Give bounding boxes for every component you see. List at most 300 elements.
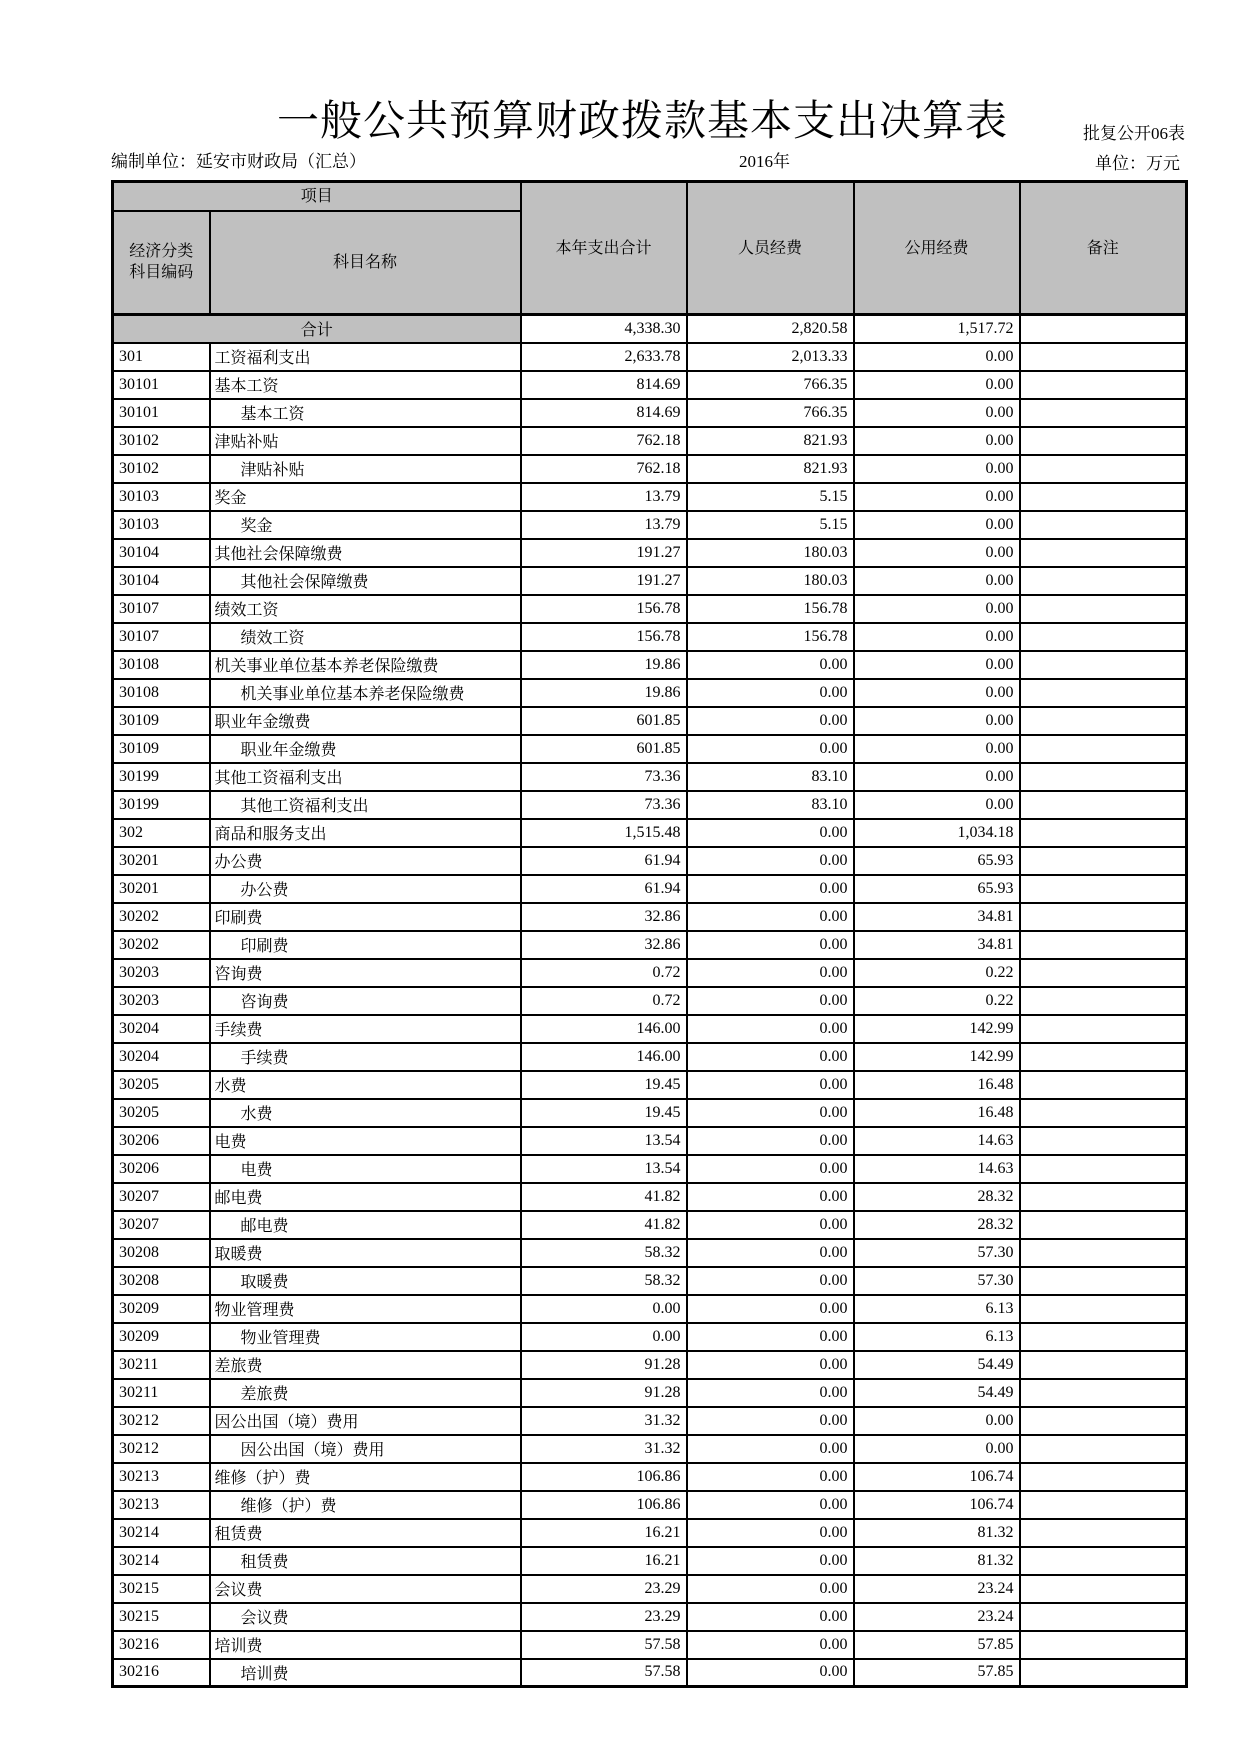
header-row-project [113, 182, 1187, 211]
name-cell: 因公出国（境）费用 [210, 1435, 521, 1463]
personnel-cell: 156.78 [687, 623, 854, 651]
budget-table [111, 180, 1188, 1688]
remark-cell [1020, 427, 1187, 455]
code-cell: 30104 [113, 567, 210, 595]
code-cell: 30109 [113, 707, 210, 735]
total-cell: 146.00 [521, 1043, 687, 1071]
name-cell: 取暖费 [210, 1239, 521, 1267]
name-cell: 维修（护）费 [210, 1491, 521, 1519]
public-cell: 65.93 [854, 847, 1020, 875]
header-col-code-line1: 经济分类 [129, 243, 194, 261]
remark-cell [1020, 1015, 1187, 1043]
table-row [113, 1519, 1187, 1547]
public-cell: 0.00 [854, 595, 1020, 623]
total-cell: 23.29 [521, 1603, 687, 1631]
total-row [113, 315, 1187, 343]
name-cell: 工资福利支出 [210, 343, 521, 371]
personnel-cell: 766.35 [687, 399, 854, 427]
remark-cell [1020, 735, 1187, 763]
remark-cell [1020, 595, 1187, 623]
table-row [113, 483, 1187, 511]
header-col-personnel: 人员经费 [687, 182, 854, 315]
remark-cell [1020, 931, 1187, 959]
personnel-cell: 83.10 [687, 763, 854, 791]
total-cell: 32.86 [521, 931, 687, 959]
remark-cell [1020, 819, 1187, 847]
remark-cell [1020, 1127, 1187, 1155]
code-cell: 30109 [113, 735, 210, 763]
personnel-cell: 0.00 [687, 931, 854, 959]
remark-cell [1020, 623, 1187, 651]
total-cell: 73.36 [521, 791, 687, 819]
public-cell: 81.32 [854, 1519, 1020, 1547]
code-cell: 30209 [113, 1323, 210, 1351]
personnel-cell: 180.03 [687, 567, 854, 595]
public-cell: 142.99 [854, 1015, 1020, 1043]
public-cell: 0.00 [854, 539, 1020, 567]
personnel-cell: 0.00 [687, 1547, 854, 1575]
remark-cell [1020, 1379, 1187, 1407]
remark-cell [1020, 1603, 1187, 1631]
remark-cell [1020, 371, 1187, 399]
code-cell: 30213 [113, 1463, 210, 1491]
total-cell: 16.21 [521, 1547, 687, 1575]
name-cell: 水费 [210, 1071, 521, 1099]
remark-cell [1020, 1155, 1187, 1183]
personnel-cell: 0.00 [687, 959, 854, 987]
code-cell: 30205 [113, 1071, 210, 1099]
name-cell: 因公出国（境）费用 [210, 1407, 521, 1435]
table-row [113, 1463, 1187, 1491]
code-cell: 301 [113, 343, 210, 371]
doc-label: 批复公开06表 [1083, 124, 1185, 143]
remark-cell [1020, 1659, 1187, 1687]
name-cell: 津贴补贴 [210, 455, 521, 483]
public-cell: 6.13 [854, 1323, 1020, 1351]
personnel-cell: 0.00 [687, 1463, 854, 1491]
name-cell: 水费 [210, 1099, 521, 1127]
remark-cell [1020, 987, 1187, 1015]
remark-cell [1020, 679, 1187, 707]
public-cell: 16.48 [854, 1099, 1020, 1127]
public-cell: 0.22 [854, 987, 1020, 1015]
personnel-cell: 0.00 [687, 1239, 854, 1267]
table-row [113, 763, 1187, 791]
table-row [113, 371, 1187, 399]
table-row [113, 1071, 1187, 1099]
total-cell: 57.58 [521, 1659, 687, 1687]
code-cell: 30216 [113, 1659, 210, 1687]
table-row [113, 1575, 1187, 1603]
total-cell: 57.58 [521, 1631, 687, 1659]
table-row [113, 847, 1187, 875]
name-cell: 办公费 [210, 847, 521, 875]
remark-cell [1020, 1099, 1187, 1127]
name-cell: 机关事业单位基本养老保险缴费 [210, 679, 521, 707]
public-cell: 0.00 [854, 763, 1020, 791]
name-cell: 其他工资福利支出 [210, 763, 521, 791]
name-cell: 津贴补贴 [210, 427, 521, 455]
name-cell: 印刷费 [210, 931, 521, 959]
personnel-cell: 5.15 [687, 483, 854, 511]
table-row [113, 791, 1187, 819]
total-cell: 191.27 [521, 539, 687, 567]
total-cell: 19.86 [521, 679, 687, 707]
name-cell: 物业管理费 [210, 1323, 521, 1351]
remark-cell [1020, 511, 1187, 539]
personnel-cell: 0.00 [687, 1267, 854, 1295]
public-cell: 106.74 [854, 1463, 1020, 1491]
prepared-by: 编制单位：延安市财政局（汇总） [111, 152, 366, 171]
table-row [113, 1407, 1187, 1435]
code-cell: 30199 [113, 791, 210, 819]
code-cell: 30102 [113, 427, 210, 455]
public-cell: 23.24 [854, 1603, 1020, 1631]
code-cell: 30209 [113, 1295, 210, 1323]
personnel-cell: 766.35 [687, 371, 854, 399]
table-row [113, 1659, 1187, 1687]
name-cell: 取暖费 [210, 1267, 521, 1295]
personnel-cell: 0.00 [687, 1575, 854, 1603]
header-col-remark: 备注 [1020, 182, 1187, 315]
remark-cell [1020, 1547, 1187, 1575]
name-cell: 培训费 [210, 1659, 521, 1687]
table-row [113, 1015, 1187, 1043]
public-cell: 0.00 [854, 623, 1020, 651]
personnel-cell: 180.03 [687, 539, 854, 567]
code-cell: 30208 [113, 1267, 210, 1295]
table-body [113, 315, 1187, 1687]
public-cell: 0.00 [854, 455, 1020, 483]
personnel-cell: 0.00 [687, 903, 854, 931]
personnel-cell: 0.00 [687, 1295, 854, 1323]
remark-cell [1020, 539, 1187, 567]
header-col-code [113, 211, 210, 315]
name-cell: 会议费 [210, 1603, 521, 1631]
name-cell: 印刷费 [210, 903, 521, 931]
public-cell: 23.24 [854, 1575, 1020, 1603]
name-cell: 咨询费 [210, 959, 521, 987]
public-cell: 0.00 [854, 567, 1020, 595]
public-cell: 57.30 [854, 1267, 1020, 1295]
remark-cell [1020, 651, 1187, 679]
public-cell: 106.74 [854, 1491, 1020, 1519]
personnel-cell: 0.00 [687, 819, 854, 847]
table-row [113, 1183, 1187, 1211]
total-cell: 58.32 [521, 1239, 687, 1267]
public-cell: 1,034.18 [854, 819, 1020, 847]
public-cell: 0.00 [854, 511, 1020, 539]
table-row [113, 987, 1187, 1015]
total-cell: 13.79 [521, 483, 687, 511]
total-amount-cell: 4,338.30 [521, 315, 687, 343]
public-cell: 28.32 [854, 1211, 1020, 1239]
personnel-cell: 0.00 [687, 707, 854, 735]
total-personnel-cell: 2,820.58 [687, 315, 854, 343]
public-cell: 65.93 [854, 875, 1020, 903]
table-row [113, 567, 1187, 595]
remark-cell [1020, 1463, 1187, 1491]
personnel-cell: 0.00 [687, 1379, 854, 1407]
total-cell: 19.86 [521, 651, 687, 679]
public-cell: 0.00 [854, 679, 1020, 707]
total-cell: 13.79 [521, 511, 687, 539]
remark-cell [1020, 1323, 1187, 1351]
code-cell: 30215 [113, 1575, 210, 1603]
name-cell: 培训费 [210, 1631, 521, 1659]
total-cell: 814.69 [521, 371, 687, 399]
personnel-cell: 2,013.33 [687, 343, 854, 371]
personnel-cell: 0.00 [687, 1043, 854, 1071]
remark-cell [1020, 1267, 1187, 1295]
code-cell: 30104 [113, 539, 210, 567]
name-cell: 绩效工资 [210, 623, 521, 651]
total-cell: 73.36 [521, 763, 687, 791]
name-cell: 办公费 [210, 875, 521, 903]
code-cell: 30201 [113, 847, 210, 875]
public-cell: 0.00 [854, 791, 1020, 819]
name-cell: 租赁费 [210, 1547, 521, 1575]
name-cell: 邮电费 [210, 1183, 521, 1211]
code-cell: 30101 [113, 399, 210, 427]
remark-cell [1020, 399, 1187, 427]
total-remark-cell [1020, 315, 1187, 343]
remark-cell [1020, 455, 1187, 483]
table-row [113, 539, 1187, 567]
personnel-cell: 0.00 [687, 1659, 854, 1687]
table-row [113, 679, 1187, 707]
public-cell: 0.00 [854, 427, 1020, 455]
total-cell: 41.82 [521, 1211, 687, 1239]
remark-cell [1020, 1183, 1187, 1211]
name-cell: 手续费 [210, 1043, 521, 1071]
remark-cell [1020, 847, 1187, 875]
header-col-code-line2: 科目编码 [129, 264, 194, 282]
remark-cell [1020, 1071, 1187, 1099]
code-cell: 30107 [113, 623, 210, 651]
remark-cell [1020, 1295, 1187, 1323]
code-cell: 30213 [113, 1491, 210, 1519]
remark-cell [1020, 343, 1187, 371]
code-cell: 30199 [113, 763, 210, 791]
total-cell: 1,515.48 [521, 819, 687, 847]
total-cell: 16.21 [521, 1519, 687, 1547]
code-cell: 30207 [113, 1183, 210, 1211]
code-cell: 30206 [113, 1155, 210, 1183]
name-cell: 维修（护）费 [210, 1463, 521, 1491]
total-cell: 0.00 [521, 1323, 687, 1351]
report-year: 2016年 [739, 152, 790, 171]
code-cell: 30216 [113, 1631, 210, 1659]
remark-cell [1020, 1239, 1187, 1267]
code-cell: 30108 [113, 679, 210, 707]
table-row [113, 735, 1187, 763]
remark-cell [1020, 483, 1187, 511]
total-cell: 601.85 [521, 707, 687, 735]
table-row [113, 1155, 1187, 1183]
name-cell: 职业年金缴费 [210, 735, 521, 763]
table-row [113, 595, 1187, 623]
name-cell: 机关事业单位基本养老保险缴费 [210, 651, 521, 679]
personnel-cell: 0.00 [687, 875, 854, 903]
personnel-cell: 0.00 [687, 679, 854, 707]
public-cell: 0.00 [854, 735, 1020, 763]
personnel-cell: 0.00 [687, 1071, 854, 1099]
public-cell: 14.63 [854, 1127, 1020, 1155]
code-cell: 30214 [113, 1519, 210, 1547]
page-title: 一般公共预算财政拨款基本支出决算表 [276, 99, 1008, 145]
personnel-cell: 0.00 [687, 1183, 854, 1211]
code-cell: 30202 [113, 903, 210, 931]
remark-cell [1020, 1575, 1187, 1603]
total-cell: 23.29 [521, 1575, 687, 1603]
public-cell: 0.00 [854, 483, 1020, 511]
table-row [113, 707, 1187, 735]
total-cell: 19.45 [521, 1099, 687, 1127]
total-cell: 31.32 [521, 1407, 687, 1435]
total-cell: 13.54 [521, 1155, 687, 1183]
unit-label: 单位：万元 [1095, 154, 1180, 173]
name-cell: 邮电费 [210, 1211, 521, 1239]
personnel-cell: 5.15 [687, 511, 854, 539]
personnel-cell: 821.93 [687, 455, 854, 483]
code-cell: 30107 [113, 595, 210, 623]
remark-cell [1020, 567, 1187, 595]
code-cell: 30212 [113, 1435, 210, 1463]
public-cell: 6.13 [854, 1295, 1020, 1323]
remark-cell [1020, 1211, 1187, 1239]
remark-cell [1020, 707, 1187, 735]
table-row [113, 1491, 1187, 1519]
personnel-cell: 0.00 [687, 1351, 854, 1379]
public-cell: 81.32 [854, 1547, 1020, 1575]
personnel-cell: 0.00 [687, 1155, 854, 1183]
table-row [113, 1043, 1187, 1071]
remark-cell [1020, 1407, 1187, 1435]
total-cell: 146.00 [521, 1015, 687, 1043]
name-cell: 奖金 [210, 511, 521, 539]
public-cell: 0.22 [854, 959, 1020, 987]
header-col-name: 科目名称 [210, 211, 521, 315]
name-cell: 差旅费 [210, 1379, 521, 1407]
total-cell: 41.82 [521, 1183, 687, 1211]
table-row [113, 651, 1187, 679]
table-row [113, 931, 1187, 959]
name-cell: 差旅费 [210, 1351, 521, 1379]
public-cell: 0.00 [854, 651, 1020, 679]
total-cell: 762.18 [521, 455, 687, 483]
total-cell: 0.00 [521, 1295, 687, 1323]
code-cell: 30103 [113, 483, 210, 511]
personnel-cell: 156.78 [687, 595, 854, 623]
code-cell: 30102 [113, 455, 210, 483]
total-cell: 19.45 [521, 1071, 687, 1099]
public-cell: 0.00 [854, 707, 1020, 735]
table-row [113, 1435, 1187, 1463]
name-cell: 其他工资福利支出 [210, 791, 521, 819]
name-cell: 咨询费 [210, 987, 521, 1015]
name-cell: 电费 [210, 1155, 521, 1183]
table-row [113, 1295, 1187, 1323]
public-cell: 54.49 [854, 1351, 1020, 1379]
code-cell: 30101 [113, 371, 210, 399]
name-cell: 职业年金缴费 [210, 707, 521, 735]
total-cell: 13.54 [521, 1127, 687, 1155]
public-cell: 0.00 [854, 399, 1020, 427]
code-cell: 30201 [113, 875, 210, 903]
table-row [113, 819, 1187, 847]
remark-cell [1020, 903, 1187, 931]
table-row [113, 1127, 1187, 1155]
code-cell: 30204 [113, 1043, 210, 1071]
name-cell: 其他社会保障缴费 [210, 567, 521, 595]
name-cell: 会议费 [210, 1575, 521, 1603]
public-cell: 34.81 [854, 903, 1020, 931]
code-cell: 30206 [113, 1127, 210, 1155]
personnel-cell: 0.00 [687, 1099, 854, 1127]
personnel-cell: 0.00 [687, 1603, 854, 1631]
table-row [113, 455, 1187, 483]
name-cell: 基本工资 [210, 371, 521, 399]
remark-cell [1020, 1491, 1187, 1519]
name-cell: 基本工资 [210, 399, 521, 427]
remark-cell [1020, 1351, 1187, 1379]
public-cell: 0.00 [854, 371, 1020, 399]
total-cell: 61.94 [521, 847, 687, 875]
header-col-public: 公用经费 [854, 182, 1020, 315]
table-row [113, 511, 1187, 539]
table-row [113, 1099, 1187, 1127]
personnel-cell: 0.00 [687, 651, 854, 679]
name-cell: 租赁费 [210, 1519, 521, 1547]
total-cell: 61.94 [521, 875, 687, 903]
table-row [113, 1379, 1187, 1407]
personnel-cell: 83.10 [687, 791, 854, 819]
public-cell: 142.99 [854, 1043, 1020, 1071]
table-row [113, 427, 1187, 455]
total-cell: 0.72 [521, 987, 687, 1015]
name-cell: 手续费 [210, 1015, 521, 1043]
total-cell: 191.27 [521, 567, 687, 595]
table-row [113, 1323, 1187, 1351]
table-row [113, 903, 1187, 931]
personnel-cell: 0.00 [687, 847, 854, 875]
public-cell: 14.63 [854, 1155, 1020, 1183]
code-cell: 30203 [113, 987, 210, 1015]
personnel-cell: 0.00 [687, 1631, 854, 1659]
total-cell: 91.28 [521, 1351, 687, 1379]
public-cell: 57.30 [854, 1239, 1020, 1267]
total-cell: 0.72 [521, 959, 687, 987]
personnel-cell: 0.00 [687, 1211, 854, 1239]
code-cell: 30108 [113, 651, 210, 679]
remark-cell [1020, 791, 1187, 819]
personnel-cell: 0.00 [687, 1015, 854, 1043]
personnel-cell: 0.00 [687, 1127, 854, 1155]
table-row [113, 343, 1187, 371]
remark-cell [1020, 1435, 1187, 1463]
name-cell: 物业管理费 [210, 1295, 521, 1323]
table-row [113, 1267, 1187, 1295]
total-cell: 91.28 [521, 1379, 687, 1407]
total-cell: 32.86 [521, 903, 687, 931]
code-cell: 302 [113, 819, 210, 847]
table-row [113, 623, 1187, 651]
total-cell: 156.78 [521, 595, 687, 623]
name-cell: 奖金 [210, 483, 521, 511]
code-cell: 30208 [113, 1239, 210, 1267]
table-row [113, 1211, 1187, 1239]
